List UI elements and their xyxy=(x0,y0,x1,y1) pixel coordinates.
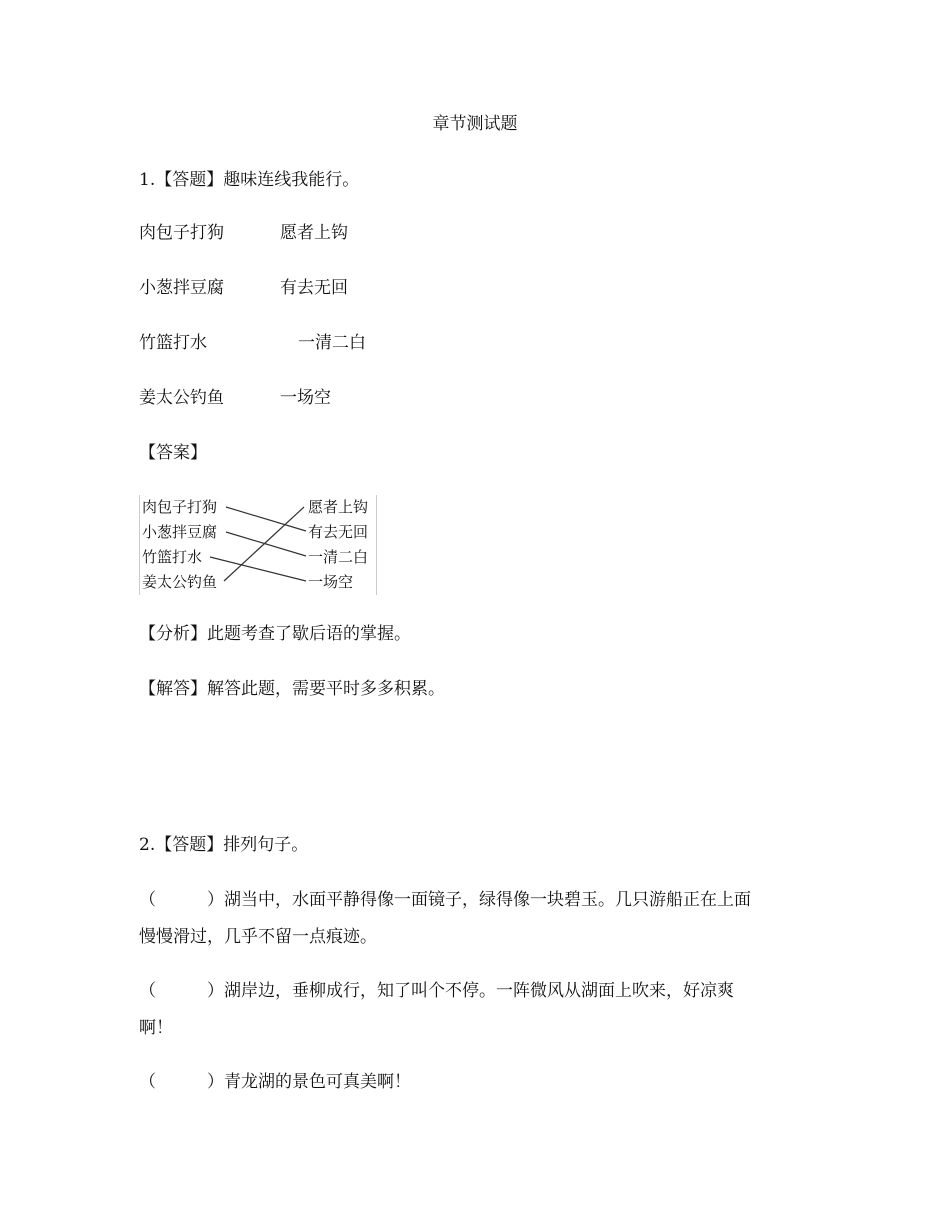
answer-label: 【答案】 xyxy=(139,443,207,463)
q1-right-item-3: 一清二白 xyxy=(298,333,366,353)
figure-right-2: 有去无回 xyxy=(308,523,369,541)
match-line-1 xyxy=(226,507,306,531)
figure-left-3: 竹篮打水 xyxy=(142,548,203,566)
page-title: 章节测试题 xyxy=(432,114,518,134)
q2-sentence-1-line-2: 慢慢滑过，几乎不留一点痕迹。 xyxy=(139,927,377,947)
q1-header: 1.【答题】趣味连线我能行。 xyxy=(139,170,360,190)
figure-right-4: 一场空 xyxy=(308,573,354,591)
match-line-2 xyxy=(226,532,306,556)
q2-sentence-2-line-1: （ ）湖岸边，垂柳成行，知了叫个不停。一阵微风从湖面上吹来，好凉爽 xyxy=(139,981,734,1001)
q2-header: 2.【答题】排列句子。 xyxy=(139,835,309,855)
q1-right-item-1: 愿者上钩 xyxy=(280,223,348,243)
q1-right-item-4: 一场空 xyxy=(280,388,331,408)
match-line-3 xyxy=(210,557,306,581)
q2-sentence-2-line-2: 啊！ xyxy=(139,1018,173,1038)
q1-right-item-2: 有去无回 xyxy=(280,278,348,298)
solution-text: 【解答】解答此题，需要平时多多积累。 xyxy=(139,679,445,699)
q2-sentence-3: （ ）青龙湖的景色可真美啊！ xyxy=(139,1072,411,1092)
figure-left-1: 肉包子打狗 xyxy=(142,498,218,516)
q1-left-item-4: 姜太公钓鱼 xyxy=(139,388,224,408)
figure-left-4: 姜太公钓鱼 xyxy=(142,573,218,591)
figure-left-2: 小葱拌豆腐 xyxy=(142,523,218,541)
q2-sentence-1-line-1: （ ）湖当中，水面平静得像一面镜子，绿得像一块碧玉。几只游船正在上面 xyxy=(139,890,751,910)
figure-right-3: 一清二白 xyxy=(308,548,369,566)
figure-right-1: 愿者上钩 xyxy=(308,498,369,516)
q1-left-item-1: 肉包子打狗 xyxy=(139,223,224,243)
analysis-text: 【分析】此题考查了歇后语的掌握。 xyxy=(139,624,411,644)
answer-matching-figure xyxy=(139,495,377,595)
q1-left-item-2: 小葱拌豆腐 xyxy=(139,278,224,298)
q1-left-item-3: 竹篮打水 xyxy=(139,333,207,353)
